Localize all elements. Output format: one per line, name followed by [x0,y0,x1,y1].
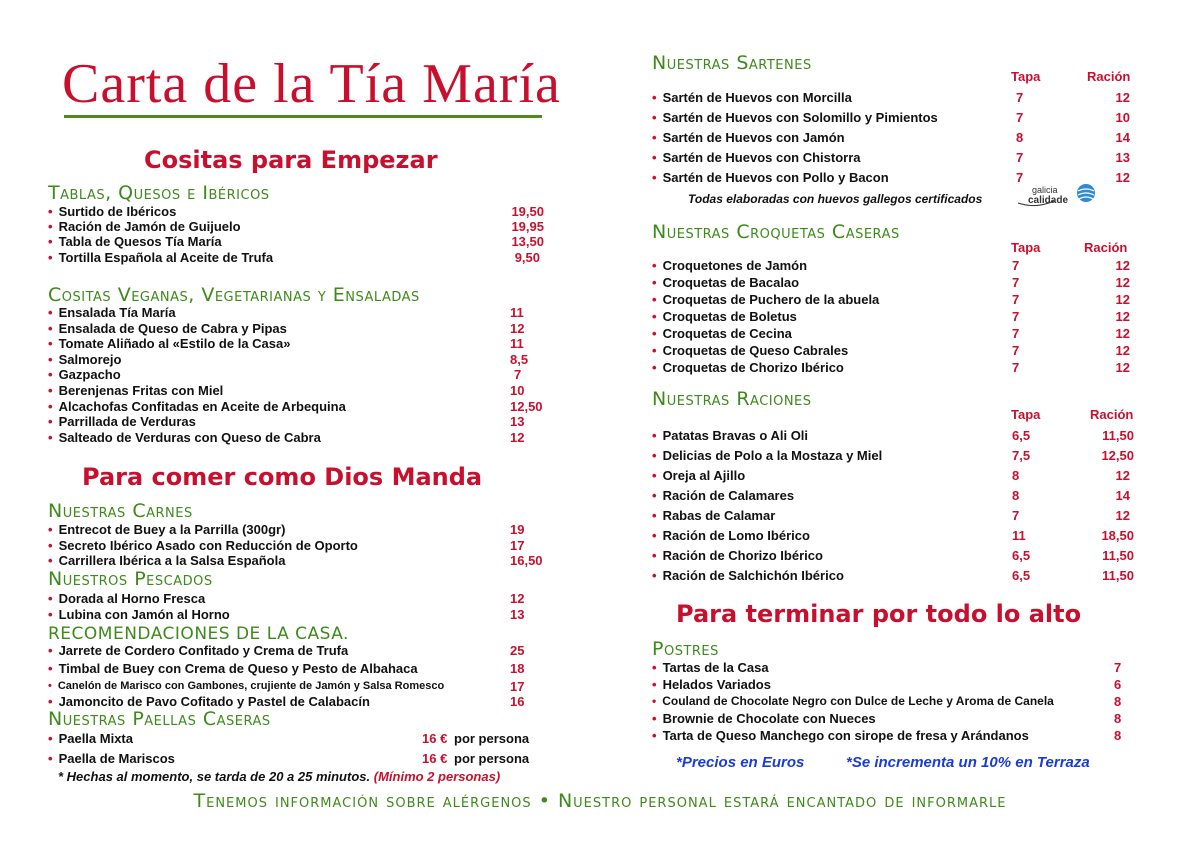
racion-price: 13 [1115,150,1130,165]
list-item: • Salteado de Verduras con Queso de Cabra [48,430,321,445]
note-terraza: *Se incrementa un 10% en Terraza [846,754,1090,771]
heading-paellas: Nuestras Paellas Caseras [48,708,271,730]
col-tapa: Tapa [1011,240,1041,255]
list-item: • Tomate Aliñado al «Estilo de la Casa» [48,336,291,351]
item-price: 6 [1114,677,1122,692]
tapa-price: 11 [1012,528,1026,543]
tapa-price: 7 [1012,292,1020,307]
racion-price: 12 [1115,468,1130,483]
tapa-price: 8 [1012,488,1020,503]
menu-title: Carta de la Tía María [62,53,561,115]
tapa-price: 7 [1016,170,1024,185]
item-price: 17 [510,538,525,553]
list-item: • Croquetones de Jamón [652,258,808,273]
list-item: • Ración de Lomo Ibérico [652,528,810,543]
heading-carnes: Nuestras Carnes [48,500,193,522]
section-title-empezar: Cositas para Empezar [144,146,438,174]
item-price: 19,50 [511,204,544,219]
list-item: • Croquetas de Chorizo Ibérico [652,360,844,375]
list-item: • Paella de Mariscos [48,751,175,766]
item-price: 19,95 [511,219,544,234]
price-unit: por persona [454,751,530,766]
list-item: • Patatas Bravas o Ali Oli [652,428,809,443]
racion-price: 12 [1115,275,1130,290]
tapa-price: 7 [1016,110,1024,125]
racion-price: 12 [1115,508,1130,523]
racion-price: 12,50 [1101,448,1134,463]
heading-veganas: Cositas Veganas, Vegetarianas y Ensaladas [48,284,420,306]
list-item: • Timbal de Buey con Crema de Queso y Pesto de Albahaca [48,661,418,676]
item-price: 8 [1114,728,1122,743]
item-price: 12,50 [510,399,543,414]
racion-price: 12 [1115,170,1130,185]
list-item: • Ración de Jamón de Guijuelo [48,219,241,234]
list-item: • Jarrete de Cordero Confitado y Crema de Trufa [48,643,349,658]
list-item: • Paella Mixta [48,731,133,746]
item-price: 16 € [422,751,448,766]
list-item: • Surtido de Ibéricos [48,204,177,219]
list-item: • Dorada al Horno Fresca [48,591,206,606]
list-item: • Sartén de Huevos con Solomillo y Pimientos [652,110,938,125]
list-item: • Croquetas de Bacalao [652,275,800,290]
racion-price: 12 [1115,326,1130,341]
list-item: • Croquetas de Boletus [652,309,797,324]
col-tapa: Tapa [1011,407,1041,422]
list-item: • Delicias de Polo a la Mostaza y Miel [652,448,883,463]
tapa-price: 7 [1012,309,1020,324]
racion-price: 12 [1115,258,1130,273]
item-price: 16 [510,694,525,709]
item-price: 13 [510,607,525,622]
list-item: • Sartén de Huevos con Morcilla [652,90,852,105]
tapa-price: 7 [1012,326,1020,341]
racion-price: 12 [1115,343,1130,358]
item-price: 12 [510,430,525,445]
racion-price: 12 [1115,292,1130,307]
item-price: 13 [510,414,525,429]
list-item: • Jamoncito de Pavo Cofitado y Pastel de Calabacín [48,694,370,709]
tapa-price: 7 [1012,360,1020,375]
tapa-price: 7 [1012,275,1020,290]
title-underline [64,115,542,118]
racion-price: 12 [1115,90,1130,105]
tapa-price: 6,5 [1012,548,1031,563]
item-price: 12 [510,321,525,336]
tapa-price: 6,5 [1012,428,1031,443]
col-racion: Ración [1087,69,1131,84]
paella-note [58,769,500,784]
item-price: 7 [514,367,522,382]
col-racion: Ración [1084,240,1128,255]
paella-note-min: (Mínimo 2 personas) [373,769,501,784]
item-price: 25 [510,643,525,658]
tapa-price: 8 [1012,468,1020,483]
list-item: • Entrecot de Buey a la Parrilla (300gr) [48,522,286,537]
list-item: • Carrillera Ibérica a la Salsa Española [48,553,286,568]
item-price: 9,50 [514,250,540,265]
list-item: • Brownie de Chocolate con Nueces [652,711,876,726]
tapa-price: 6,5 [1012,568,1031,583]
list-item: • Sartén de Huevos con Chistorra [652,150,861,165]
heading-croquetas: Nuestras Croquetas Caseras [652,221,900,243]
list-item: • Rabas de Calamar [652,508,776,523]
list-item: • Canelón de Marisco con Gambones, crujiente de Jamón y Salsa Romesco [48,680,445,692]
item-price: 16 € [422,731,448,746]
list-item: • Tarta de Queso Manchego con sirope de fresa y Arándanos [652,728,1029,743]
col-racion: Ración [1090,407,1134,422]
list-item: • Lubina con Jamón al Horno [48,607,230,622]
item-price: 17 [510,679,525,694]
list-item: • Gazpacho [48,367,121,382]
list-item: • Tartas de la Casa [652,660,769,675]
list-item: • Ensalada de Queso de Cabra y Pipas [48,321,287,336]
racion-price: 12 [1115,309,1130,324]
item-price: 11 [510,336,524,351]
list-item: • Croquetas de Puchero de la abuela [652,292,880,307]
galicia-calidade-logo [1016,183,1098,209]
paella-note-main: * Hechas al momento, se tarda de 20 a 25 minutos. [58,769,371,784]
sartenes-note: Todas elaboradas con huevos gallegos certificados [688,192,983,206]
item-price: 16,50 [510,553,543,568]
list-item: • Ración de Chorizo Ibérico [652,548,823,563]
item-price: 10 [510,383,525,398]
heading-recomendaciones: RECOMENDACIONES DE LA CASA. [48,624,349,644]
list-item: • Salmorejo [48,352,122,367]
tapa-price: 7 [1012,508,1020,523]
racion-price: 18,50 [1101,528,1134,543]
svg-text:calidade: calidade [1028,195,1069,206]
list-item: • Ración de Salchichón Ibérico [652,568,844,583]
racion-price: 11,50 [1102,428,1134,443]
list-item: • Helados Variados [652,677,771,692]
list-item: • Ensalada Tía María [48,305,176,320]
item-price: 18 [510,661,525,676]
list-item: • Oreja al Ajillo [652,468,746,483]
col-tapa: Tapa [1011,69,1041,84]
allergen-footer: Tenemos información sobre alérgenos • Nuestro personal estará encantado de informarle [193,790,1007,812]
item-price: 7 [1114,660,1122,675]
list-item: • Sartén de Huevos con Jamón [652,130,845,145]
list-item: • Croquetas de Queso Cabrales [652,343,849,358]
list-item: • Couland de Chocolate Negro con Dulce de Leche y Aroma de Canela [652,694,1054,708]
item-price: 8 [1114,711,1122,726]
racion-price: 11,50 [1102,548,1134,563]
list-item: • Secreto Ibérico Asado con Reducción de Oporto [48,538,358,553]
list-item: • Sartén de Huevos con Pollo y Bacon [652,170,889,185]
racion-price: 12 [1115,360,1130,375]
section-title-dios-manda: Para comer como Dios Manda [82,463,483,491]
tapa-price: 7 [1012,343,1020,358]
item-price: 19 [510,522,525,537]
section-title-terminar: Para terminar por todo lo alto [676,600,1082,628]
racion-price: 14 [1115,488,1130,503]
heading-pescados: Nuestros Pescados [48,568,213,590]
list-item: • Tortilla Española al Aceite de Trufa [48,250,274,265]
tapa-price: 7 [1016,90,1024,105]
heading-tablas: Tablas, Quesos e Ibéricos [48,182,270,204]
heading-postres: Postres [652,638,719,660]
tapa-price: 7 [1016,150,1024,165]
list-item: • Tabla de Quesos Tía María [48,234,222,249]
list-item: • Parrillada de Verduras [48,414,196,429]
tapa-price: 8 [1016,130,1024,145]
heading-sartenes: Nuestras Sartenes [652,52,812,74]
item-price: 8 [1114,694,1122,709]
racion-price: 14 [1115,130,1130,145]
racion-price: 10 [1115,110,1130,125]
svg-text:galicia: galicia [1032,185,1058,195]
note-euros: *Precios en Euros [676,754,805,771]
item-price: 11 [510,305,524,320]
tapa-price: 7,5 [1012,448,1031,463]
list-item: • Berenjenas Fritas con Miel [48,383,224,398]
racion-price: 11,50 [1102,568,1134,583]
heading-raciones: Nuestras Raciones [652,388,812,410]
item-price: 13,50 [511,234,544,249]
item-price: 8,5 [510,352,529,367]
list-item: • Croquetas de Cecina [652,326,792,341]
list-item: • Ración de Calamares [652,488,795,503]
list-item: • Alcachofas Confitadas en Aceite de Arbequina [48,399,346,414]
tapa-price: 7 [1012,258,1020,273]
price-unit: por persona [454,731,530,746]
item-price: 12 [510,591,525,606]
